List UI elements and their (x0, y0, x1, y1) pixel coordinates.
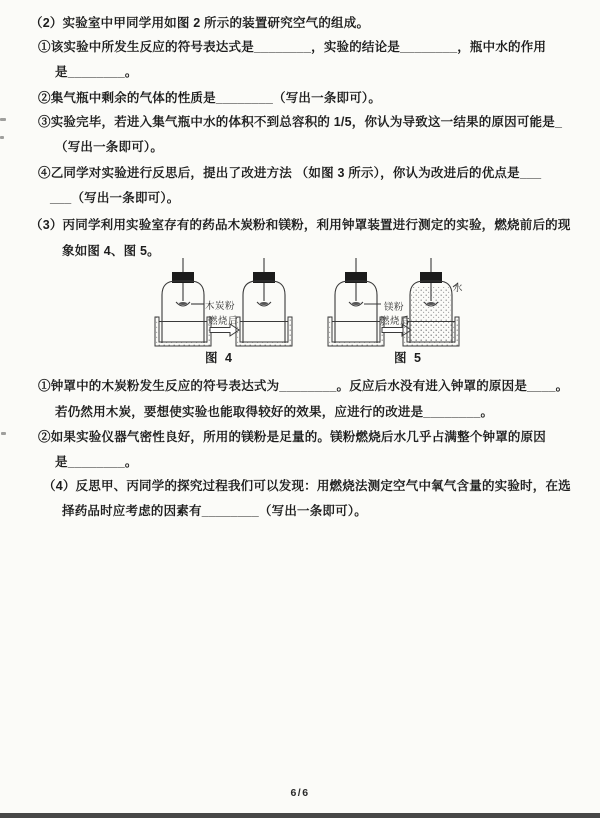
q2-sub3-line1: ③实验完毕，若进入集气瓶中水的体积不到总容积的 1/5，你认为导致这一结果的原因可能是_ (38, 115, 563, 129)
scan-artifact (1, 432, 6, 435)
bell-jar (243, 258, 285, 343)
figure-5-caption: 图 5 (394, 351, 423, 365)
bell-jar (335, 258, 377, 343)
fig5-arrow-label: 燃烧后 (380, 316, 411, 327)
scan-artifact (0, 136, 4, 139)
q2-sub4-line2: ___（写出一条即可）。 (50, 191, 180, 205)
figure-4-caption: 图 4 (205, 351, 234, 365)
q3-sub2-line1: ②如果实验仪器气密性良好，所用的镁粉是足量的。镁粉燃烧后水几乎占满整个钟罩的原因 (38, 430, 547, 444)
water-trough (328, 317, 384, 346)
fig5-substance-label: 镁粉 (384, 302, 405, 313)
q2-sub4-line1: ④乙同学对实验进行反思后，提出了改进方法 （如图 3 所示），你认为改进后的优点是___ (38, 166, 542, 180)
section-4-line2: 择药品时应考虑的因素有________（写出一条即可）。 (62, 504, 367, 518)
section-3-heading1: （3）丙同学利用实验室存有的药品木炭粉和镁粉，利用钟罩装置进行测定的实验，燃烧前后的现 (30, 218, 571, 232)
bell-jar-apparatus-diagrams (140, 254, 470, 354)
section-2-heading: （2）实验室中甲同学用如图 2 所示的装置研究空气的组成。 (30, 16, 370, 30)
page-bottom-edge (0, 813, 600, 818)
page-number: 6/6 (290, 787, 310, 799)
scan-artifact (0, 118, 6, 121)
bell-jar (162, 258, 204, 343)
fig4-substance-label: 木炭粉 (205, 301, 236, 312)
fig4-arrow-label: 燃烧后 (208, 316, 239, 327)
section-3-heading2: 象如图 4、图 5。 (62, 244, 160, 258)
q2-sub2-line: ②集气瓶中剩余的气体的性质是________（写出一条即可）。 (38, 91, 382, 105)
fig5-water-label: 水 (453, 283, 464, 294)
q3-sub2-line2: 是________。 (55, 455, 138, 469)
q2-sub1-line2: 是________。 (55, 65, 138, 79)
water-trough (236, 317, 292, 346)
q2-sub3-line2: （写出一条即可）。 (55, 140, 164, 154)
q3-sub1-line2: 若仍然用木炭，要想使实验也能取得较好的效果，应进行的改进是________。 (55, 405, 494, 419)
section-4-line1: （4）反思甲、丙同学的探究过程我们可以发现：用燃烧法测定空气中氧气含量的实验时，在选 (43, 479, 571, 493)
q2-sub1-line1: ①该实验中所发生反应的符号表达式是________，实验的结论是________，瓶中水的作用 (38, 40, 547, 54)
q3-sub1-line1: ①钟罩中的木炭粉发生反应的符号表达式为________。反应后水没有进入钟罩的原因是____。 (38, 379, 569, 393)
water-trough (155, 317, 211, 346)
